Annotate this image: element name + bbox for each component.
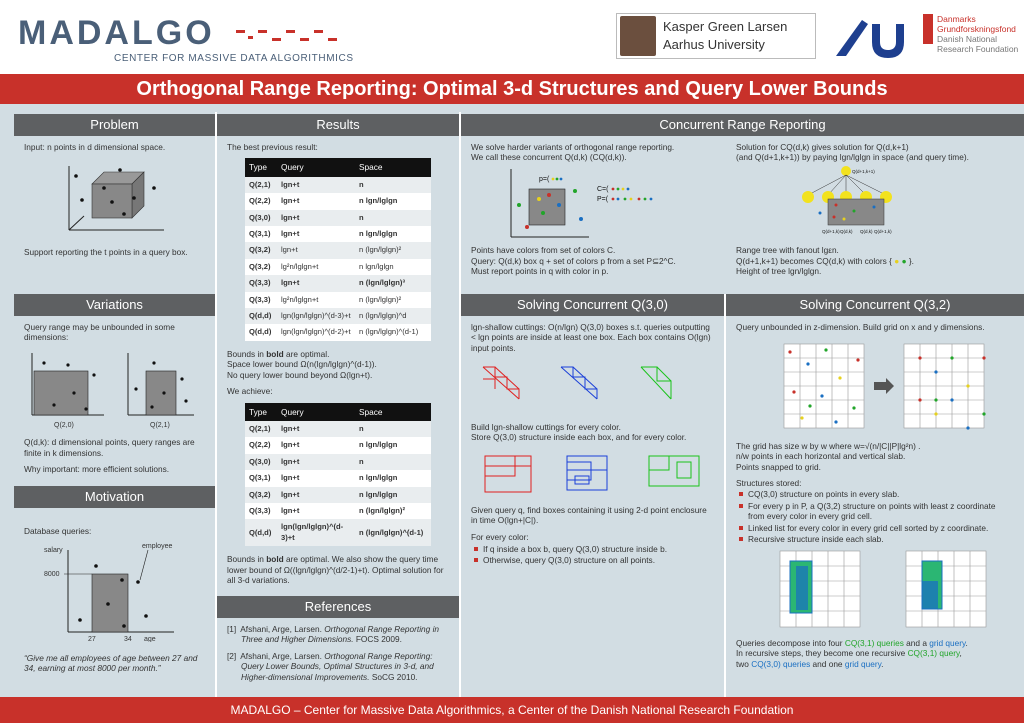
table-row: [245, 454, 431, 470]
achieve-label: We achieve:: [227, 386, 273, 397]
cell-type: Q(d,d): [245, 324, 277, 340]
dnrf-line: Danmarks: [937, 14, 976, 24]
cell-space: n (lgn/lglgn)²: [355, 503, 431, 519]
cq30-bullet: Otherwise, query Q(3,0) structure on all points.: [473, 555, 714, 565]
variation-figures: [24, 349, 204, 429]
grid-text: [736, 441, 1014, 472]
concurrent-right2: (and Q(d+1,k+1)) by paying lgn/lglgn in space (and query time).: [736, 152, 969, 163]
cq30-queries-label: CQ(3,0) queries: [751, 658, 811, 669]
reference-num: [1]: [227, 624, 237, 634]
concurrent-heading: Concurrent Range Reporting: [461, 114, 1024, 136]
tree-leaf-1: Q(d+1,k): [822, 228, 840, 234]
concurrent-left1: We solve harder variants of orthogonal range reporting.: [471, 142, 675, 152]
concurrent-left2: We call these concurrent Q(d,k) (CQ(d,k)).: [471, 152, 627, 163]
salary-tick: 8000: [44, 571, 60, 579]
table-row: [245, 503, 431, 519]
cq30-panel: [461, 294, 724, 697]
color-boxes-figure: [471, 448, 711, 502]
dnrf-text: [937, 14, 1024, 54]
structures-list: [736, 489, 1014, 544]
shallow-cuttings-figure: [471, 359, 711, 419]
motivation-panel: [14, 486, 215, 697]
cell-type: Q(2,1): [245, 177, 277, 193]
age-tick-27: 27: [88, 636, 96, 643]
recursive-mid: two: [736, 658, 752, 669]
table-row: [245, 437, 431, 453]
problem-intro: Input: n points in d dimensional space.: [24, 142, 166, 152]
author-box: [616, 13, 816, 59]
reference-venue: SoCG 2010.: [369, 671, 418, 682]
references-panel: [217, 596, 459, 697]
grid-line1: The grid has size w by w where w=√(n/|C||P|lg²n) .: [736, 440, 921, 451]
cell-space: n: [355, 177, 431, 193]
colors-line3: Must report points in q with color in p.: [471, 266, 609, 277]
variations-why: Why important: more efficient solutions.: [24, 464, 170, 475]
cell-query: lgn+t: [277, 226, 355, 242]
salary-label: salary: [44, 547, 63, 555]
poster-header: [0, 0, 1024, 75]
table-row: [245, 487, 431, 503]
cell-space: n lgn/lglgn: [355, 226, 431, 242]
results-table-previous: [245, 158, 431, 340]
cell-type: Q(3,2): [245, 259, 277, 275]
reference-num: [2]: [227, 650, 237, 661]
reference-item: [227, 624, 449, 645]
bounds-pre: Bounds in: [227, 554, 267, 565]
cell-type: Q(3,2): [245, 242, 277, 258]
cq30-p4: Given query q, find boxes containing it using 2-d point enclosure in time O(lgn+|C|).: [471, 504, 707, 526]
cq30-p1: lgn-shallow cuttings: O(n/lgn) Q(3,0) boxes s.t. queries outputting < lgn points are inside at least one box. Each box contains O(lgn) input points.: [471, 322, 711, 353]
cq32-p1: Query unbounded in z-dimension. Build grid on x and y dimensions.: [736, 322, 985, 332]
cell-query: lgn+t: [277, 421, 355, 437]
tree-leaf-2: Q(d,k): [840, 228, 853, 234]
query-decomposition-figure: [736, 545, 1016, 631]
cell-type: Q(3,3): [245, 503, 277, 519]
motivation-quote: “Give me all employees of age between 27 and 34, earning at most 8000 per month.”: [24, 652, 198, 674]
variation-label-a: Q(2,0): [54, 421, 74, 429]
cell-type: Q(3,1): [245, 470, 277, 486]
cell-space: n (lgn/lglgn)^d: [355, 308, 431, 324]
tree-leaf-4: Q(d+1,k): [874, 228, 892, 234]
tree-line1: Range tree with fanout lgεn.: [736, 245, 839, 256]
author-photo: [620, 16, 656, 56]
cq30-p5: For every color:: [471, 531, 529, 542]
cell-type: Q(d,d): [245, 308, 277, 324]
reference-title: Orthogonal Range Reporting in Three and Higher Dimensions.: [241, 624, 440, 645]
variations-panel: [14, 294, 215, 484]
cell-type: Q(3,3): [245, 292, 277, 308]
col-space: Space: [355, 403, 431, 421]
cell-query: lgn+t: [277, 177, 355, 193]
reference-authors: Afshani, Arge, Larsen.: [240, 650, 325, 661]
poster-body: [0, 104, 1024, 697]
poster-title: Orthogonal Range Reporting: Optimal 3-d Structures and Query Lower Bounds: [0, 74, 1024, 104]
col-type: Type: [245, 403, 277, 421]
cell-query: lgn(lgn/lglgn)^(d-2)+t: [277, 324, 355, 340]
cell-query: lg²n/lglgn+t: [277, 292, 355, 308]
structure-item: Recursive structure inside each slab.: [738, 534, 1014, 544]
concurrent-right1: Solution for CQ(d,k) gives solution for Q(d,k+1): [736, 142, 909, 152]
cell-type: Q(3,0): [245, 454, 277, 470]
cell-space: n lgn/lglgn: [355, 193, 431, 209]
problem-heading: Problem: [14, 114, 215, 136]
cq30-list: [471, 544, 714, 566]
grid-query-label: grid query: [929, 637, 966, 648]
table-row: [245, 324, 431, 340]
reference-venue: FOCS 2009.: [353, 634, 402, 645]
employee-label: employee: [142, 543, 173, 551]
motivation-heading: Motivation: [14, 486, 215, 508]
cell-query: lgn+t: [277, 503, 355, 519]
bounds1: [227, 349, 449, 380]
cell-space: n: [355, 421, 431, 437]
structures-heading: Structures stored:: [736, 478, 802, 489]
cell-type: Q(2,2): [245, 437, 277, 453]
cube-figure: [24, 158, 204, 238]
tree-leaf-3: Q(d,k): [860, 228, 873, 234]
concurrent-left: [471, 142, 717, 163]
madalgo-logo: [18, 16, 354, 64]
cell-space: n (lgn/lglgn)³: [355, 275, 431, 291]
table-row: [245, 193, 431, 209]
decompose-text: Queries decompose into four CQ(3,1) queries and a grid query. In recursive steps, they become one recursive CQ(3,1) query, two CQ(3,0) queries and one grid query.: [736, 637, 968, 669]
table-row: [245, 519, 431, 546]
c-label: C=(: [597, 185, 609, 193]
colored-points-figure: [471, 165, 711, 243]
reference-authors: Afshani, Arge, Larsen.: [240, 624, 325, 634]
cell-query: lgn+t: [277, 487, 355, 503]
concurrent-panel: [461, 114, 1024, 292]
cell-type: Q(3,3): [245, 275, 277, 291]
cell-space: n (lgn/lglgn)^(d-1): [355, 519, 431, 546]
cq30-p2: [471, 422, 714, 443]
structure-item: CQ(3,0) structure on points in every slab.: [738, 489, 1014, 499]
cq32-panel: [726, 294, 1024, 697]
logo-subtitle: CENTER FOR MASSIVE DATA ALGORITHMICS: [114, 53, 354, 64]
table-row: [245, 226, 431, 242]
recursive-pre: In recursive steps, they become one recursive: [736, 648, 908, 659]
author-name: Kasper Green Larsen: [663, 19, 788, 34]
reference-item: [227, 651, 449, 682]
cq31-queries-label: CQ(3,1) queries: [844, 637, 904, 648]
cell-type: Q(d,d): [245, 519, 277, 546]
grid-line2: n/w points in each horizontal and vertical slab.: [736, 451, 906, 462]
references-heading: References: [217, 596, 459, 618]
structure-item: Linked list for every color in every grid cell sorted by z coordinate.: [738, 523, 1014, 533]
cq31-query-label: CQ(3,1) query: [907, 648, 960, 659]
cell-space: n: [355, 210, 431, 226]
cell-query: lgn+t: [277, 470, 355, 486]
results-table-achieved: [245, 403, 431, 547]
aarhus-university-logo: [832, 16, 912, 62]
tree-text: Range tree with fanout lgεn. Q(d+1,k+1) becomes CQ(d,k) with colors { ● ● }. Height of tree lgn/lglgn.: [736, 245, 914, 277]
age-label: age: [144, 636, 156, 643]
tree-line2: Q(d+1,k+1) becomes CQ(d,k) with colors {: [736, 255, 892, 266]
query-lower-bound: No query lower bound beyond Ω(lgn+t).: [227, 369, 373, 380]
cq30-heading: Solving Concurrent Q(3,0): [461, 294, 724, 316]
results-heading: Results: [217, 114, 459, 136]
cell-query: lgn(lgn/lglgn)^(d-3)+t: [277, 519, 355, 546]
table-row: [245, 292, 431, 308]
cell-query: lgn+t: [277, 275, 355, 291]
table-row: [245, 275, 431, 291]
variations-desc: Q(d,k): d dimensional points, query ranges are finite in k dimensions.: [24, 437, 195, 458]
P-label: P=(: [597, 195, 609, 203]
structure-item: For every p in P, a Q(3,2) structure on points with least z coordinate from every color in every grid cell.: [738, 501, 1014, 522]
table-row: [245, 177, 431, 193]
grid-line3: Points snapped to grid.: [736, 461, 821, 472]
results-prev: The best previous result:: [227, 142, 318, 152]
cq30-p2-line1: Build lgn-shallow cuttings for every color.: [471, 421, 621, 432]
colors-line2: Query: Q(d,k) box q + set of colors p from a set P⊆2^C.: [471, 255, 676, 266]
logo-word: MADALGO: [18, 14, 215, 52]
tree-line3: Height of tree lgn/lglgn.: [736, 266, 822, 277]
cell-type: Q(2,1): [245, 421, 277, 437]
cell-type: Q(3,1): [245, 226, 277, 242]
dnrf-line: Danish National: [937, 34, 998, 44]
color-dot-icon: ●: [894, 255, 900, 266]
bounds-pre: Bounds in: [227, 348, 267, 359]
cell-space: n: [355, 454, 431, 470]
cell-space: n lgn/lglgn: [355, 487, 431, 503]
cell-query: lgn+t: [277, 454, 355, 470]
bounds2-text: are optimal. We also show the query time lower bound of Ω((lgn/lglgn)^(d/2-1)+t). Optimal solution for all 3-d variations.: [227, 554, 444, 585]
cell-type: Q(2,2): [245, 193, 277, 209]
cq32-heading: Solving Concurrent Q(3,2): [726, 294, 1024, 316]
decompose-mid: and a: [903, 637, 930, 648]
bounds2: [227, 554, 449, 585]
poster-footer: MADALGO – Center for Massive Data Algorithmics, a Center of the Danish National Research Foundation: [0, 697, 1024, 723]
results-panel: [217, 114, 459, 594]
reference-title: Orthogonal Range Reporting: Query Lower Bounds, Optimal Structures in 3-d, and Higher-dimensional Improvements.: [241, 650, 434, 682]
cell-space: n lgn/lglgn: [355, 470, 431, 486]
bounds-post: are optimal.: [283, 348, 330, 359]
cq30-bullet: If q inside a box b, query Q(3,0) structure inside b.: [473, 544, 714, 554]
table-row: [245, 210, 431, 226]
problem-support: Support reporting the t points in a query box.: [24, 246, 188, 257]
problem-panel: [14, 114, 215, 282]
p-label: p=(: [539, 175, 550, 183]
range-tree-figure: [736, 165, 936, 243]
tree-root-label: Q(d+1,k+1): [852, 168, 875, 174]
cell-space: n (lgn/lglgn)²: [355, 242, 431, 258]
cell-query: lg²n/lglgn+t: [277, 259, 355, 275]
cell-query: lgn+t: [277, 242, 355, 258]
variation-label-b: Q(2,1): [150, 421, 170, 429]
cell-query: lgn+t: [277, 210, 355, 226]
table-row: [245, 242, 431, 258]
cell-type: Q(3,0): [245, 210, 277, 226]
concurrent-right: [736, 142, 1014, 163]
bounds-bold: bold: [266, 554, 284, 565]
dnrf-line: Research Foundation: [937, 44, 1019, 54]
dnrf-line: Grundforskningsfond: [937, 24, 1016, 34]
table-row: [245, 308, 431, 324]
cell-query: lgn(lgn/lglgn)^(d-3)+t: [277, 308, 355, 324]
variations-text: Query range may be unbounded in some dimensions:: [24, 322, 175, 343]
bounds-bold: bold: [266, 348, 284, 359]
cq30-p2-line2: Store Q(3,0) structure inside each box, and for every color.: [471, 432, 687, 443]
cell-space: n lgn/lglgn: [355, 259, 431, 275]
grid-query-label: grid query: [844, 658, 882, 669]
col-query: Query: [277, 158, 355, 176]
motivation-text: Database queries:: [24, 526, 92, 536]
cell-query: lgn+t: [277, 193, 355, 209]
cell-space: n (lgn/lglgn)^(d-1): [355, 324, 431, 340]
grid-figure: [736, 338, 1016, 434]
table-row: [245, 470, 431, 486]
logo-dash-icon: [234, 24, 354, 54]
colors-line1: Points have colors from set of colors C.: [471, 245, 616, 256]
database-figure: [24, 542, 204, 642]
cell-type: Q(3,2): [245, 487, 277, 503]
author-affiliation: Aarhus University: [663, 37, 765, 52]
col-space: Space: [355, 158, 431, 176]
cell-space: n (lgn/lglgn)²: [355, 292, 431, 308]
variations-heading: Variations: [14, 294, 215, 316]
table-row: [245, 259, 431, 275]
space-lower-bound: Space lower bound Ω(n(lgn/lglgn)^(d-1)).: [227, 359, 377, 370]
table-row: [245, 421, 431, 437]
dnrf-mark: [923, 14, 933, 44]
age-tick-34: 34: [124, 636, 132, 643]
recursive-and: and one: [810, 658, 845, 669]
cell-query: lgn+t: [277, 437, 355, 453]
decompose-pre: Queries decompose into four: [736, 637, 845, 648]
col-query: Query: [277, 403, 355, 421]
cell-space: n lgn/lglgn: [355, 437, 431, 453]
col-type: Type: [245, 158, 277, 176]
color-dot-icon: ●: [901, 255, 907, 266]
colors-text: [471, 245, 717, 276]
